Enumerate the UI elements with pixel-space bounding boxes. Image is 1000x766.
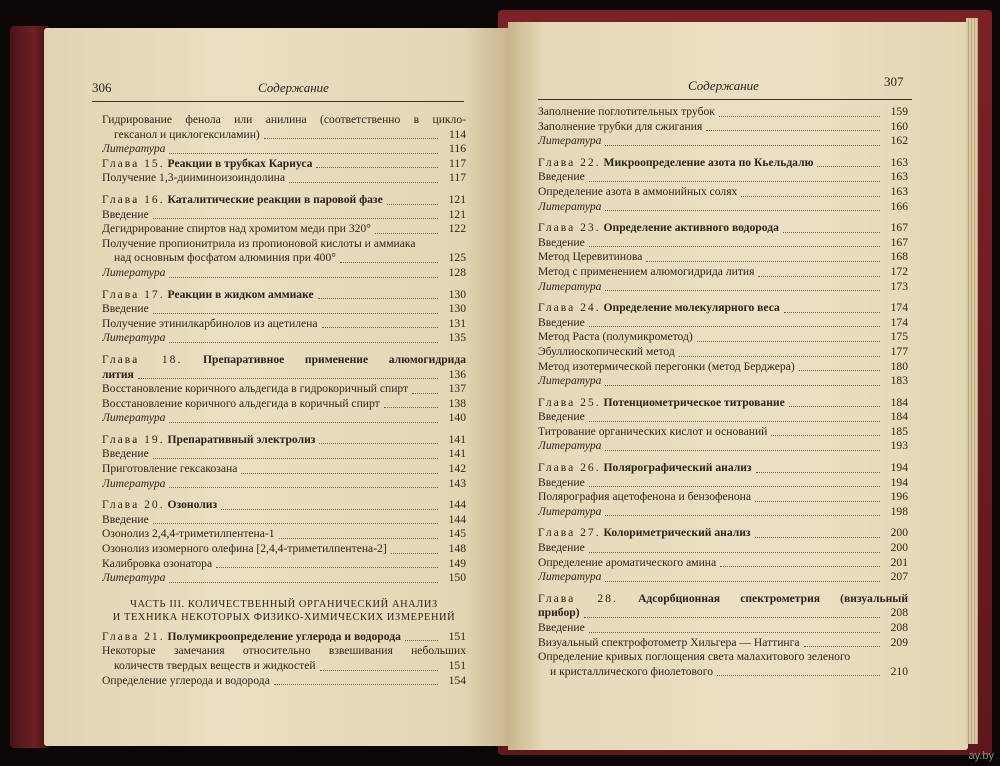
chapter-heading: Глава 17. Реакции в жидком аммиаке 130	[102, 287, 466, 301]
toc-entry: Заполнение трубки для сжигания 160	[538, 119, 908, 133]
toc-entry: Введение 163	[538, 170, 908, 184]
chapter-heading: Глава 19. Препаративный электролиз 141	[102, 432, 466, 446]
toc-entry: Литература 193	[538, 439, 908, 453]
chapter-heading: Глава 28. Адсорбционная спектрометрия (визуальный	[538, 591, 908, 605]
toc-entry: Введение 141	[102, 447, 466, 461]
toc-entry: количеств твердых веществ и жидкостей 151	[114, 659, 466, 672]
toc-entry: Введение 174	[538, 315, 908, 329]
toc-entry: Приготовление гексакозана 142	[102, 462, 466, 476]
toc-right	[538, 105, 908, 679]
toc-entry: Определение ароматического амина 201	[538, 555, 908, 569]
toc-entry: лития 136	[102, 367, 466, 381]
toc-entry: Получение 1,3-дииминоизоиндолина 117	[102, 171, 466, 185]
toc-entry: Метод изотермической перегонки (метод Берджера) 180	[538, 359, 908, 373]
toc-entry: Введение 184	[538, 410, 908, 424]
toc-entry: Метод с применением алюмогидрида лития 172	[538, 264, 908, 278]
toc-entry: Метод Раста (полумикрометод) 175	[538, 330, 908, 344]
toc-entry: Литература 173	[538, 279, 908, 293]
toc-entry: и кристаллического фиолетового 210	[550, 664, 908, 678]
toc-entry: Литература 162	[538, 134, 908, 148]
chapter-heading: Глава 26. Полярографический анализ 194	[538, 461, 908, 475]
chapter-heading: Глава 21. Полумикроопределение углерода и водорода 151	[102, 629, 466, 643]
left-page	[44, 28, 508, 746]
toc-entry: над основным фосфатом алюминия при 400° 125	[114, 251, 466, 265]
chapter-heading: Глава 16. Каталитические реакции в паровой фазе 121	[102, 192, 466, 206]
toc-entry: Литература 207	[538, 570, 908, 584]
toc-entry: Введение 121	[102, 207, 466, 221]
toc-entry: Некоторые замечания относительно взвешивания небольших	[102, 644, 466, 658]
toc-entry: Визуальный спектрофотометр Хильгера — Наттинга 209	[538, 635, 908, 649]
chapter-heading: Глава 15. Реакции в трубках Кариуса 117	[102, 156, 466, 170]
toc-entry: Получение этинилкарбинолов из ацетилена 131	[102, 316, 466, 330]
toc-entry: Озонолиз 2,4,4-триметилпентена-1 145	[102, 527, 466, 541]
toc-entry: Метод Церевитинова 168	[538, 250, 908, 264]
toc-entry: Литература 140	[102, 411, 466, 425]
chapter-heading: Глава 24. Определение молекулярного веса 174	[538, 301, 908, 315]
toc-entry: Гидрирование фенола или анилина (соответственно в цикло-	[102, 113, 466, 126]
toc-entry: Определение кривых поглощения света малахитового зеленого	[538, 650, 851, 664]
toc-entry: Литература 128	[102, 265, 466, 279]
toc-entry: Титрование органических кислот и оснований 185	[538, 424, 908, 438]
chapter-heading: Глава 27. Колориметрический анализ 200	[538, 526, 908, 540]
page-edges	[966, 18, 978, 744]
toc-entry: Получение пропионитрила из пропионовой кислоты и аммиака	[102, 236, 416, 250]
header-rule	[538, 99, 912, 100]
toc-entry: Литература 150	[102, 571, 466, 585]
toc-entry: Литература 116	[102, 142, 466, 156]
toc-entry: прибор) 208	[538, 606, 908, 620]
toc-entry: гексанол и циклогексиламин) 114	[114, 127, 466, 141]
toc-entry: Литература 143	[102, 476, 466, 490]
toc-entry: Введение 167	[538, 235, 908, 249]
toc-entry: Восстановление коричного альдегида в коричный спирт 138	[102, 396, 466, 410]
toc-entry: Определение азота в аммонийных солях 163	[538, 184, 908, 198]
running-title: Содержание	[688, 78, 759, 93]
part-heading: ЧАСТЬ III. КОЛИЧЕСТВЕННЫЙ ОРГАНИЧЕСКИЙ АНАЛИЗ И ТЕХНИКА НЕКОТОРЫХ ФИЗИКО-ХИМИЧЕСКИХ ИЗМЕРЕНИЙ	[112, 598, 456, 623]
toc-entry: Введение 144	[102, 512, 466, 526]
right-page	[508, 22, 968, 750]
toc-entry: Введение 130	[102, 302, 466, 316]
page-number: 306	[92, 80, 112, 95]
chapter-heading: Глава 22. Микроопределение азота по Кьельдалю 163	[538, 155, 908, 169]
toc-entry: Литература 166	[538, 199, 908, 213]
toc-entry: Озонолиз изомерного олефина [2,4,4-триметилпентена-2] 148	[102, 542, 466, 556]
chapter-heading: Глава 18. Препаративное применение алюмогидрида	[102, 352, 466, 366]
chapter-heading: Глава 23. Определение активного водорода 167	[538, 221, 908, 235]
chapter-heading: Глава 25. Потенциометрическое титрование 184	[538, 395, 908, 409]
toc-entry: Полярография ацетофенона и бензофенона 196	[538, 490, 908, 504]
toc-entry: Заполнение поглотительных трубок 159	[538, 105, 908, 118]
toc-entry: Восстановление коричного альдегида в гидрокоричный спирт 137	[102, 382, 466, 396]
toc-entry: Литература 183	[538, 374, 908, 388]
header-rule	[92, 101, 464, 102]
page-number: 307	[884, 74, 904, 89]
running-title: Содержание	[258, 80, 329, 95]
watermark-text: ay.by	[968, 750, 994, 762]
toc-left	[102, 113, 466, 688]
toc-entry: Литература 198	[538, 504, 908, 518]
toc-entry: Литература 135	[102, 331, 466, 345]
toc-entry: Эбуллиоскопический метод 177	[538, 344, 908, 358]
toc-entry: Дегидрирование спиртов над хромитом меди при 320° 122	[102, 222, 466, 236]
toc-entry: Введение 194	[538, 475, 908, 489]
chapter-heading: Глава 20. Озонолиз 144	[102, 498, 466, 512]
toc-entry: Введение 200	[538, 541, 908, 555]
toc-entry: Определение углерода и водорода 154	[102, 673, 466, 687]
toc-entry: Введение 208	[538, 621, 908, 634]
toc-entry: Калибровка озонатора 149	[102, 556, 466, 570]
